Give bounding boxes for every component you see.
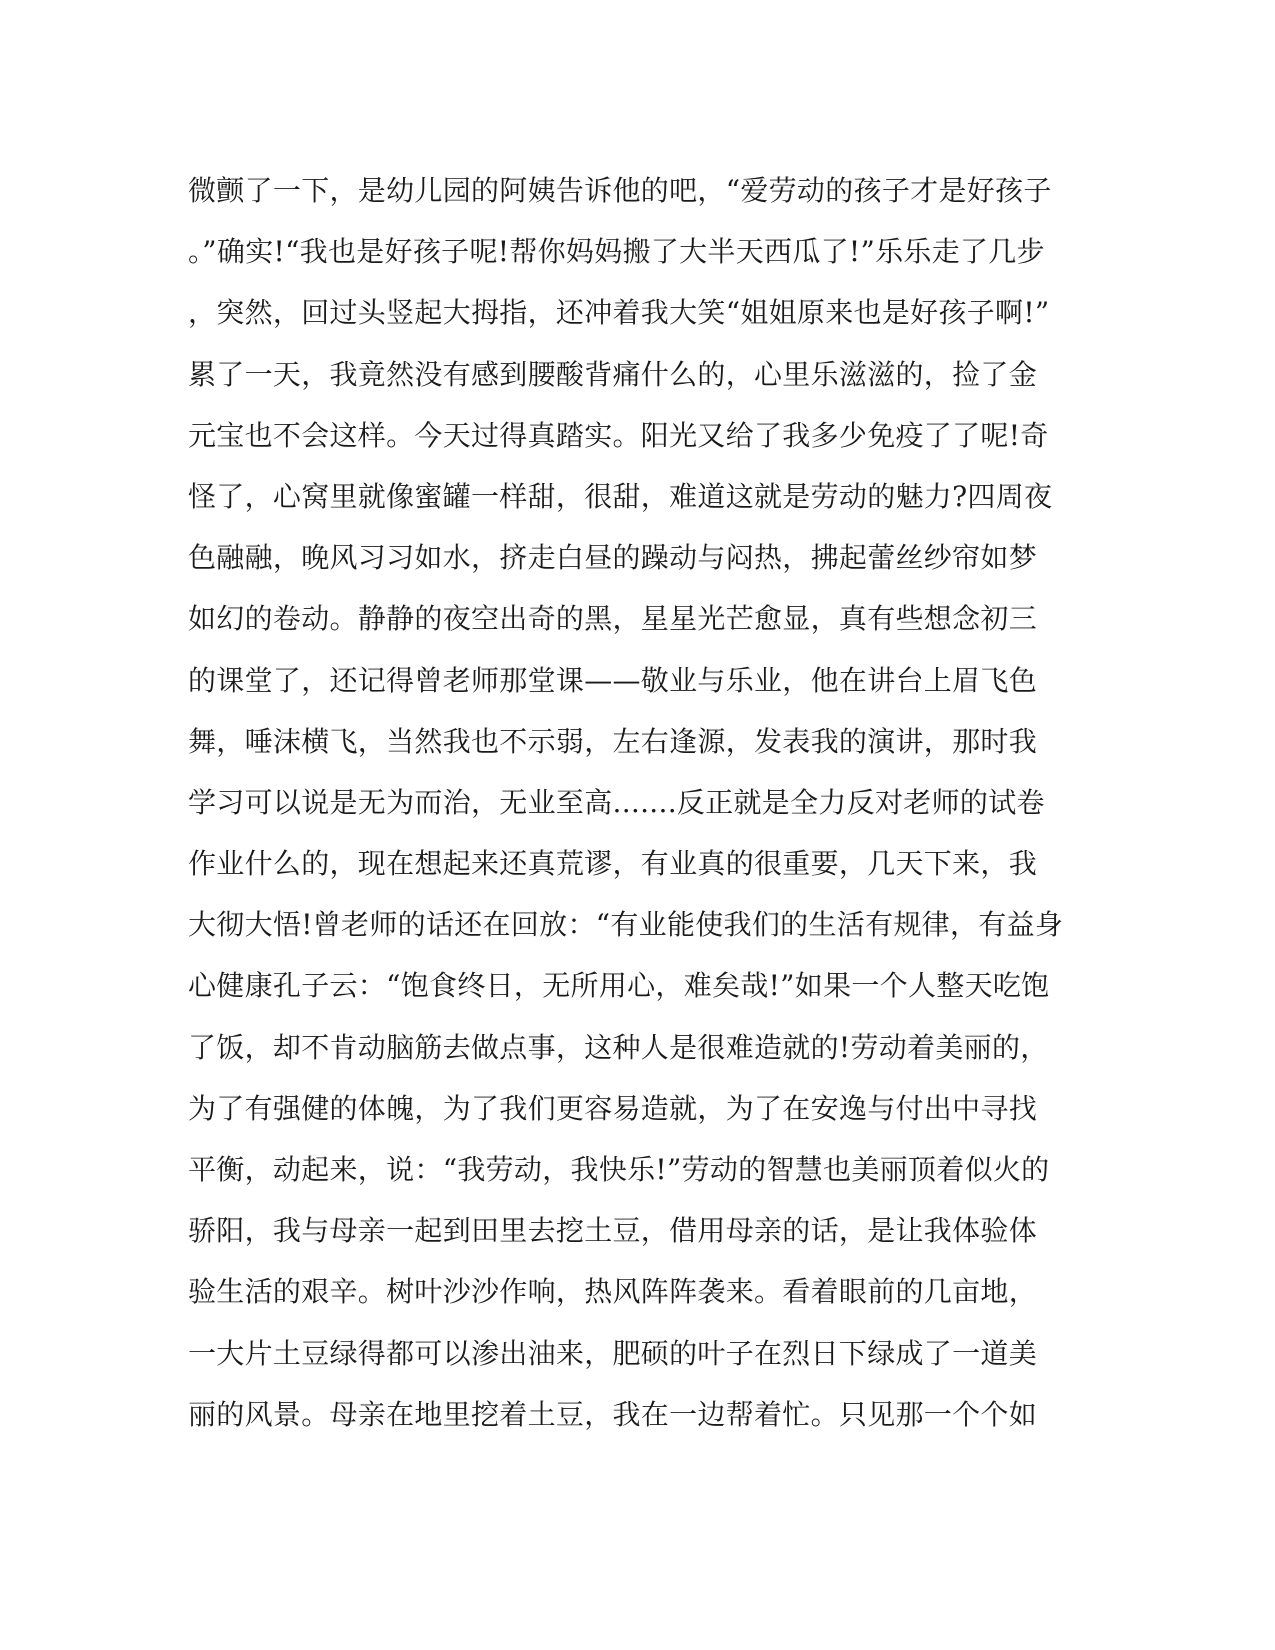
- text-line: 心健康孔子云：“饱食终日，无所用心，难矣哉!”如果一个人整天吃饱: [188, 969, 1050, 1003]
- text-line: 的课堂了，还记得曾老师那堂课——敬业与乐业，他在讲台上眉飞色: [188, 663, 1038, 697]
- text-line: 如幻的卷动。静静的夜空出奇的黑，星星光芒愈显，真有些想念初三: [188, 602, 1038, 636]
- text-line: 舞，唾沫横飞，当然我也不示弱，左右逢源，发表我的演讲，那时我: [188, 724, 1038, 758]
- text-line: 累了一天，我竟然没有感到腰酸背痛什么的，心里乐滋滋的，捡了金: [188, 357, 1038, 391]
- text-line: 。”确实!“我也是好孩子呢!帮你妈妈搬了大半天西瓜了!”乐乐走了几步: [188, 235, 1045, 269]
- text-line: 学习可以说是无为而治，无业至高.......反正就是全力反对老师的试卷: [188, 785, 1045, 819]
- text-line: 色融融，晚风习习如水，挤走白昼的躁动与闷热，拂起蕾丝纱帘如梦: [188, 541, 1038, 575]
- text-line: 丽的风景。母亲在地里挖着土豆，我在一边帮着忙。只见那一个个如: [188, 1397, 1038, 1431]
- text-line: 怪了，心窝里就像蜜罐一样甜，很甜，难道这就是劳动的魅力?四周夜: [188, 479, 1053, 513]
- text-line: 平衡，动起来，说：“我劳动，我快乐!”劳动的智慧也美丽顶着似火的: [188, 1153, 1050, 1186]
- text-line: 了饭，却不肯动脑筋去做点事，这种人是很难造就的!劳动着美丽的，: [188, 1030, 1049, 1064]
- text-line: 作业什么的，现在想起来还真荒谬，有业真的很重要，几天下来，我: [188, 847, 1038, 881]
- text-line: 一大片土豆绿得都可以渗出油来，肥硕的叶子在烈日下绿成了一道美: [188, 1336, 1038, 1370]
- text-line: ，突然，回过头竖起大拇指，还冲着我大笑“姐姐原来也是好孩子啊!”: [188, 296, 1050, 330]
- text-line: 元宝也不会这样。今天过得真踏实。阳光又给了我多少免疫了了呢!奇: [188, 418, 1049, 452]
- body-text: [188, 160, 1088, 1445]
- text-line: 微颤了一下，是幼儿园的阿姨告诉他的吧，“爱劳动的孩子才是好孩子: [188, 174, 1052, 207]
- text-line: 为了有强健的体魄，为了我们更容易造就，为了在安逸与付出中寻找: [188, 1091, 1038, 1125]
- text-line: 大彻大悟!曾老师的话还在回放：“有业能使我们的生活有规律，有益身: [188, 908, 1064, 942]
- text-line: 验生活的艰辛。树叶沙沙作响，热风阵阵袭来。看着眼前的几亩地，: [188, 1275, 1038, 1309]
- text-line: 骄阳，我与母亲一起到田里去挖土豆，借用母亲的话，是让我体验体: [188, 1214, 1038, 1248]
